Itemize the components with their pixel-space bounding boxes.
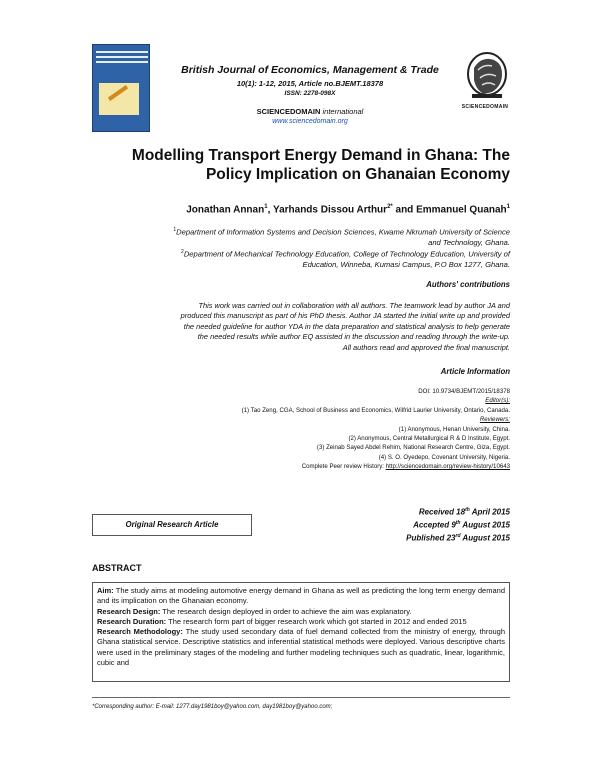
abstract-label: Research Methodology: [97, 627, 183, 637]
abstract-item [97, 617, 505, 627]
reviewer-entry: (3) Zeinab Sayed Abdel Rehim, National Research Centre, Giza, Egypt. [316, 444, 510, 452]
author-separator: , [267, 204, 273, 216]
article-type-badge: Original Research Article [92, 514, 252, 536]
author-list [96, 204, 510, 215]
published-date [300, 531, 510, 544]
abstract-text: The research design deployed in order to achieve the aim was explanatory. [160, 606, 412, 616]
logo-text: SCIENCEDOMAIN [461, 104, 509, 110]
publisher-website[interactable]: www.sciencedomain.org [272, 118, 348, 125]
footnote-divider [92, 697, 510, 698]
publisher-logo-icon [462, 50, 512, 102]
journal-cover-image [92, 44, 150, 132]
date-sup: rd [455, 533, 461, 540]
affiliation-1 [96, 225, 510, 248]
abstract-label: Aim: [97, 586, 114, 595]
author-name: Yarhands Dissou Arthur [272, 204, 388, 216]
doi: DOI: 10.9734/BJEMT/2015/18378 [418, 388, 510, 395]
abstract-item [97, 627, 505, 668]
affiliation-line: and Technology, Ghana. [428, 237, 510, 247]
contribution-line: the needed guideline for author YDA in the data preparation and statistical analysis to help generate [183, 321, 510, 331]
affiliation-line: Department of Information Systems and Decision Sciences, Kwame Nkrumah University of Science [176, 227, 510, 237]
publication-dates [300, 505, 510, 544]
affiliation-2 [96, 247, 510, 270]
date-text: Received 18 [418, 507, 466, 517]
contribution-line: All authors read and approved the final manuscript. [342, 342, 510, 352]
journal-title: British Journal of Economics, Management & Trade [181, 64, 439, 76]
reviewers-label: Reviewers: [479, 416, 510, 424]
contribution-line: produced this manuscript as part of his PhD thesis. Author JA started the initial write up and provided [180, 311, 510, 321]
corresponding-author-footnote: *Corresponding author: E-mail: 1277.day1981boy@yahoo.com, day1981boy@yahoo.com; [92, 704, 333, 710]
publisher [165, 107, 455, 116]
author-sup: 1 [506, 204, 510, 210]
date-text: Accepted 9 [413, 520, 456, 530]
author-sup: 1 [264, 204, 268, 210]
cover-title-lines [96, 51, 148, 71]
reviewer-entry: (4) S. O. Oyedepo, Covenant University, Nigeria. [378, 453, 510, 461]
abstract-item [97, 607, 505, 617]
author-name: Jonathan Annan [186, 204, 265, 216]
date-text: August 2015 [460, 520, 510, 530]
review-history-link[interactable]: http://sciencedomain.org/review-history/10643 [385, 463, 510, 471]
author-separator: and [392, 204, 417, 216]
author-sup: 2* [387, 204, 393, 210]
contributions-text [96, 301, 510, 353]
reviewer-entry: (2) Anonymous, Central Metallurgical R & D Institute, Egypt. [348, 435, 510, 443]
volume-line: 10(1): 1-12, 2015, Article no.BJEMT.18378 [236, 79, 384, 88]
abstract-label: Research Duration: [97, 616, 167, 626]
article-info-heading: Article Information [440, 367, 510, 376]
date-sup: th [455, 520, 461, 527]
reviewer-entry: (1) Anonymous, Henan University, China. [398, 425, 510, 433]
affiliation-sup: 2 [181, 249, 184, 255]
date-text: April 2015 [469, 507, 510, 517]
issn: ISSN: 2278-098X [284, 90, 336, 97]
editor-label: Editor(s): [485, 397, 510, 405]
abstract-text: The research form part of bigger research work which got started in 2012 and ended 2015 [166, 616, 467, 626]
abstract-heading: ABSTRACT [92, 563, 142, 573]
affiliation-line: Education, Winneba, Kumasi Campus, P.O Box 1277, Ghana. [302, 259, 510, 269]
affiliation-sup: 1 [173, 227, 177, 233]
affiliation-line: Department of Mechanical Technology Education, College of Technology Education, University of [183, 249, 510, 259]
abstract-item [97, 586, 505, 607]
review-history [96, 462, 510, 471]
accepted-date [300, 518, 510, 531]
author-name: Emmanuel Quanah [416, 204, 507, 216]
abstract-text: The study aims at modeling automotive energy demand in Ghana as well as predicting the long term energy demand and its implication on the Ghanaian economy. [97, 586, 505, 606]
abstract-text: The study used secondary data of fuel demand collected from the ministry of energy, through Ghana statistical service. Descriptive statistics and inferential statistical methods were deployed. Various descriptive charts were used in the preliminary stages of the modeling and further modeling techniques such as quadratic, linear, logarithmic, cubic and [97, 627, 505, 668]
contribution-line: This work was carried out in collaboration with all authors. The teamwork lead by author JA and [198, 301, 510, 310]
contribution-line: the needed results while author EQ assisted in the discussion and reading through the write-up. [197, 332, 510, 342]
date-text: August 2015 [460, 533, 510, 543]
abstract-box [92, 582, 510, 682]
abstract-label: Research Design: [97, 606, 161, 616]
date-sup: th [465, 507, 470, 513]
title-line-1: Modelling Transport Energy Demand in Ghana: The [131, 147, 510, 164]
paper-title [96, 146, 510, 184]
publisher-name: SCIENCEDOMAIN [256, 107, 321, 116]
contributions-heading: Authors' contributions [426, 280, 510, 289]
publisher-suffix: international [322, 107, 364, 116]
received-date [300, 505, 510, 518]
article-info-block [96, 387, 510, 472]
review-history-label: Complete Peer review History: [301, 463, 386, 471]
date-text: Published 23 [406, 533, 456, 543]
cover-chart-graphic [99, 83, 139, 115]
title-line-2: Policy Implication on Ghanaian Economy [205, 166, 510, 183]
editor-entry: (1) Tao Zeng, CGA, School of Business and Economics, Wilfrid Laurier University, Ontario, Canada. [241, 406, 510, 414]
